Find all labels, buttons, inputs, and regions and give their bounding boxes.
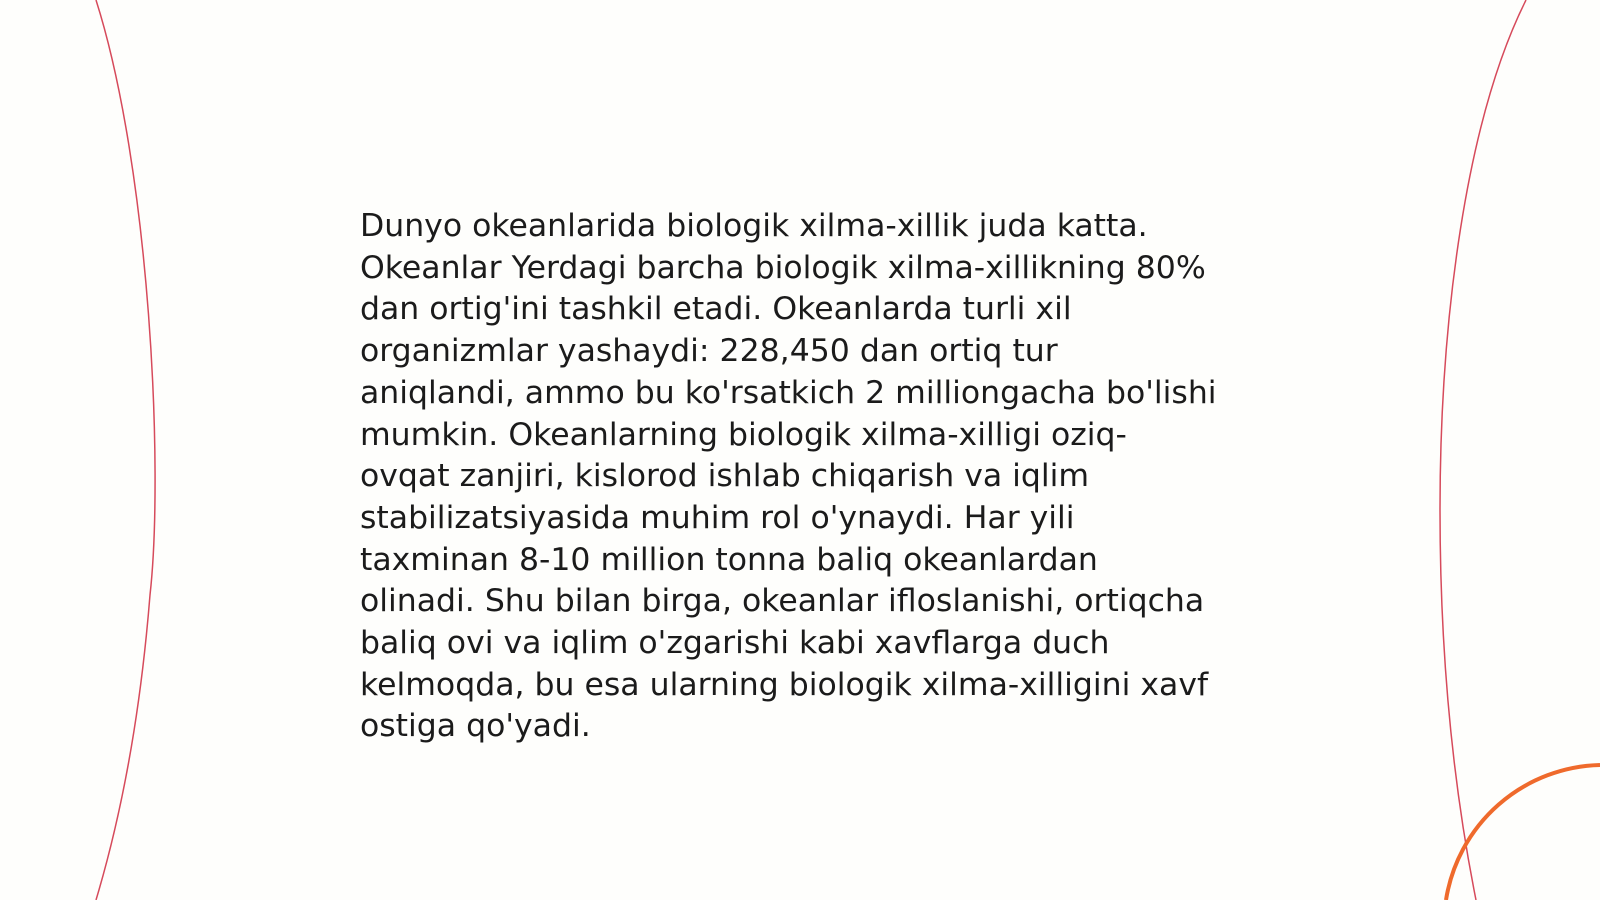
orange-accent-circle [1446, 765, 1600, 900]
body-paragraph: Dunyo okeanlarida biologik xilma-xillik juda katta. Okeanlar Yerdagi barcha biologik xilma-xillikning 80% dan ortig'ini tashkil etadi. Okeanlarda turli xil organizmlar yashaydi: 228,450 dan ortiq tur aniqlandi, ammo bu ko'rsatkich 2 milliongacha bo'lishi mumkin. Okeanlarning biologik xilma-xilligi oziq- ovqat zanjiri, kislorod ishlab chiqarish va iqlim stabilizatsiyasida muhim rol o'ynaydi. Har yili taxminan 8-10 million tonna baliq okeanlardan olinadi. Shu bilan birga, okeanlar ifloslanishi, ortiqcha baliq ovi va iqlim o'zgarishi kabi xavflarga duch kelmoqda, bu esa ularning biologik xilma-xilligini xavf ostiga qo'yadi. [360, 208, 1217, 745]
right-curve-line [1440, 0, 1526, 900]
left-curve-line [96, 0, 155, 900]
